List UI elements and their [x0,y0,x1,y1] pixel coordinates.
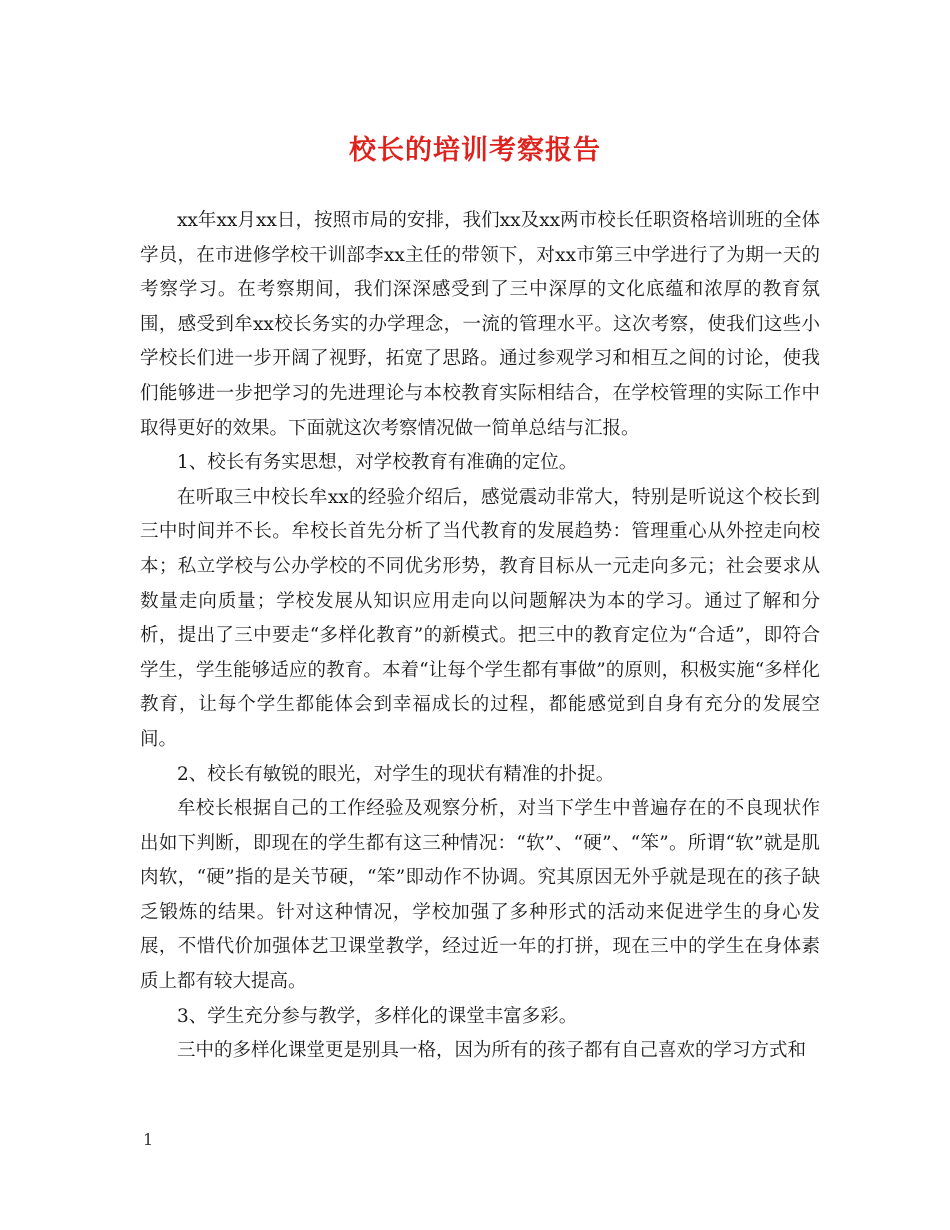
paragraph-section-3: 三中的多样化课堂更是别具一格，因为所有的孩子都有自己喜欢的学习方式和 [177,1040,807,1062]
document-title: 校长的培训考察报告 [349,135,601,166]
section-heading-2: 2、校长有敏锐的眼光，对学生的现状有精准的扑捉。 [177,763,615,785]
paragraph-section-2: 牟校长根据自己的工作经验及观察分析，对当下学生中普遍存在的不良现状作出如下判断，即现在的学生都有这三种情况：“软”、“硬”、“笨”。所谓“软”就是肌肉软，“硬”指的是关节硬，“笨”即动作不协调。究其原因无外乎就是现在的孩子缺乏锻炼的结果。针对这种情况，学校加强了多种形式的活动来促进学生的身心发展，不惜代价加强体艺卫课堂教学，经过近一年的打拼，现在三中的学生在身体素质上都有较大提高。 [140,798,820,993]
section-heading-1: 1、校长有务实思想，对学校教育有准确的定位。 [177,452,578,474]
paragraph-intro: xx年xx月xx日，按照市局的安排，我们xx及xx两市校长任职资格培训班的全体学员，在市进修学校干训部李xx主任的带领下，对xx市第三中学进行了为期一天的考察学习。在考察期间，我们深深感受到了三中深厚的文化底蕴和浓厚的教育氛围，感受到牟xx校长务实的办学理念，一流的管理水平。这次考察，使我们这些小学校长们进一步开阔了视野，拓宽了思路。通过参观学习和相互之间的讨论，使我们能够进一步把学习的先进理论与本校教育实际相结合，在学校管理的实际工作中取得更好的效果。下面就这次考察情况做一简单总结与汇报。 [140,210,820,439]
paragraph-section-1: 在听取三中校长牟xx的经验介绍后，感觉震动非常大，特别是听说这个校长到三中时间并不长。牟校长首先分析了当代教育的发展趋势：管理重心从外控走向校本；私立学校与公办学校的不同优劣形势，教育目标从一元走向多元；社会要求从数量走向质量；学校发展从知识应用走向以问题解决为本的学习。通过了解和分析，提出了三中要走“多样化教育”的新模式。把三中的教育定位为“合适”，即符合学生，学生能够适应的教育。本着“让每个学生都有事做”的原则，积极实施“多样化教育，让每个学生都能体会到幸福成长的过程，都能感觉到自身有充分的发展空间。 [140,486,820,750]
document-body [140,204,820,1069]
page-number: 1 [143,1130,154,1149]
section-heading-3: 3、学生充分参与教学，多样化的课堂丰富多彩。 [177,1005,578,1027]
